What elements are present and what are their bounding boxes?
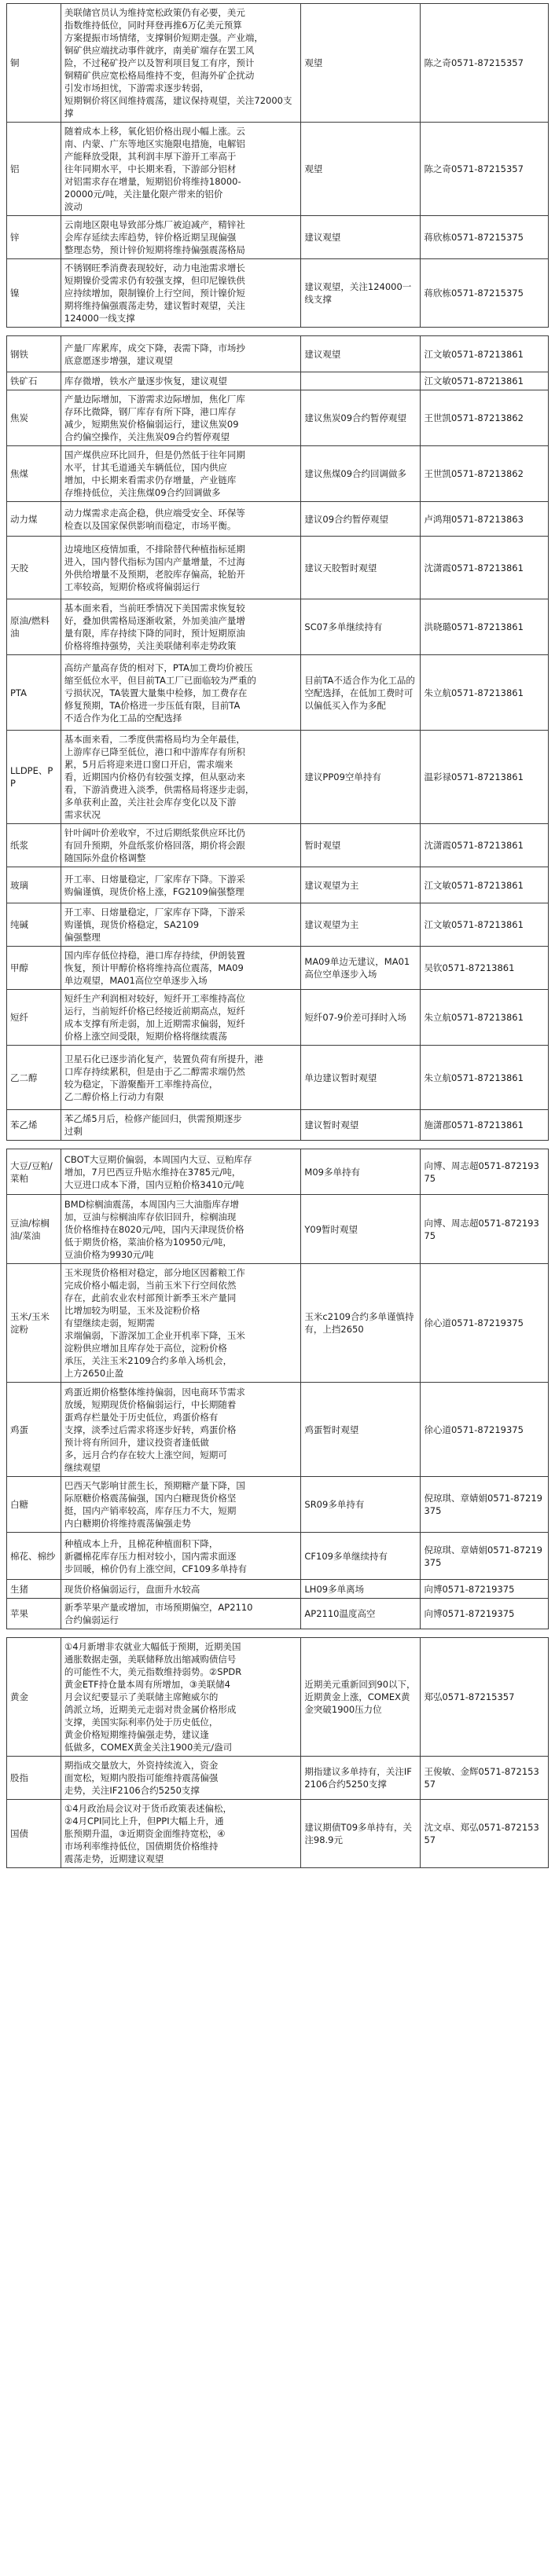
- analyst-contact: 温彩禄0571-87213861: [421, 731, 549, 824]
- market-view: [61, 903, 301, 947]
- market-view-line: 产量厂库累库，成交下降，表需下降，市场抄: [64, 342, 245, 354]
- market-view-line: 面宽松，短期内股指可能维持震荡偏强: [64, 1772, 219, 1783]
- commodity-row: [7, 655, 549, 731]
- market-view-line: 多单获利止盈，关注社会库存变化以及下游: [64, 797, 237, 808]
- commodity-table: [6, 1149, 549, 1629]
- market-view-line: 看，下游消费进入淡季，供需格局将逐步走弱，: [64, 784, 255, 795]
- market-view-line: 产量边际增加，下游需求边际增加，焦化厂库: [64, 394, 245, 405]
- analyst-contact: 徐心道0571-87219375: [421, 1264, 549, 1383]
- market-view-line: 乙二醇价格上行动力有限: [64, 1090, 164, 1102]
- commodity-row: [7, 502, 549, 537]
- commodity-table: [6, 1637, 549, 1868]
- market-view-line: 高纺产量高存货的相对下，PTA加工费均价被压: [64, 661, 253, 673]
- market-view-line: 底意愿逐步增强，建议观望: [64, 354, 173, 366]
- market-view: [61, 1800, 301, 1868]
- market-view-line: 低做多，COMEX黄金关注1900美元/盎司: [64, 1742, 233, 1753]
- market-view-line: 上游库存已降至低位，港口和中游库存有所积: [64, 746, 245, 757]
- market-view-line: 鸡蛋近期价格整体维持偏弱，因电商环节需求: [64, 1386, 245, 1398]
- commodity-name: 棉花、棉纱: [7, 1533, 61, 1580]
- market-view-line: 好，叠加供需格局逐渐收紧，外加美油产量增: [64, 615, 245, 626]
- strategy-suggestion: Y09暂时观望: [301, 1195, 421, 1264]
- market-view: [61, 1533, 301, 1580]
- market-view-line: CBOT大豆期价偏弱，本周国内大豆、豆粕库存: [64, 1153, 252, 1165]
- strategy-suggestion: 期指建议多单持有，关注IF2106合约5250支撑: [301, 1757, 421, 1800]
- market-view: [61, 867, 301, 903]
- commodity-row: [7, 1195, 549, 1264]
- market-view-line: 南、内蒙、广东等地区实施限电措施，电解铝: [64, 138, 245, 149]
- commodity-row: [7, 336, 549, 372]
- commodity-name: 钢铁: [7, 336, 61, 372]
- market-view: [61, 537, 301, 599]
- market-view-line: 单边观望，MA01高位空单逐步入场: [64, 975, 208, 986]
- market-view-line: 市场利率维持低位，国债期货价格维持: [64, 1841, 219, 1852]
- market-view-line: 存在，此前农业农村部预计新季玉米产量同: [64, 1292, 237, 1303]
- market-view-line: 放缓，短期现货价格偏弱运行，中长期随着: [64, 1398, 237, 1410]
- commodity-name: 短纤: [7, 990, 61, 1046]
- market-view-line: 上方2650止盈: [64, 1368, 124, 1379]
- market-view-line: 国产煤供应环比回升，但是仍然低于往年同期: [64, 449, 245, 460]
- commodity-name: 苹果: [7, 1599, 61, 1629]
- market-view-line: 开工率、日熔量稳定，厂家库存下降，下游采: [64, 907, 245, 918]
- commodity-name: 铁矿石: [7, 372, 61, 390]
- analyst-contact: 江文敏0571-87213861: [421, 903, 549, 947]
- market-view-line: 成本支撑有所走弱，加上近期需求偏弱，短纤: [64, 1018, 245, 1029]
- market-view-line: 基本面来看，二季度供需格局均为全年最佳，: [64, 734, 245, 745]
- strategy-suggestion: 建议09合约暂停观望: [301, 502, 421, 537]
- market-view-line: 外供给增量不及预期，老胶库存偏高，轮胎开: [64, 568, 245, 580]
- commodity-name: 焦炭: [7, 390, 61, 446]
- market-view: [61, 259, 301, 328]
- strategy-suggestion: 观望: [301, 123, 421, 216]
- market-view: [61, 372, 301, 390]
- commodity-row: [7, 1264, 549, 1383]
- market-view-line: 通胀数据走强，美联储释放出缩减购债信号: [64, 1654, 237, 1665]
- market-view-line: 不适合作为化工品的空配选择: [64, 712, 182, 724]
- analyst-contact: 倪琼琪、章婧娟0571-87219375: [421, 1477, 549, 1533]
- analyst-contact: 陈之奇0571-87215357: [421, 4, 549, 123]
- market-view-line: 现货价格偏弱运行，盘面升水较高: [64, 1583, 200, 1595]
- market-view: [61, 336, 301, 372]
- market-view-line: 玉米现货价格相对稳定，部分地区因蓄粮工作: [64, 1267, 245, 1278]
- market-view-line: 求端偏弱，下游深加工企业开机率下降，玉米: [64, 1330, 245, 1341]
- market-view-line: 预计将有所回升，建议投资者逢低做: [64, 1436, 209, 1448]
- commodity-name: 玻璃: [7, 867, 61, 903]
- analyst-contact: 向博0571-87219375: [421, 1599, 549, 1629]
- market-view: [61, 1149, 301, 1195]
- commodity-row: [7, 1383, 549, 1477]
- strategy-suggestion: SC07多单继续持有: [301, 599, 421, 655]
- market-view-line: 过剩: [64, 1126, 83, 1137]
- market-view-line: 引发市场担忧，下游需求逐步转弱，: [64, 82, 209, 93]
- commodity-row: [7, 123, 549, 216]
- analyst-contact: 朱立航0571-87213861: [421, 1046, 549, 1110]
- market-view: [61, 502, 301, 537]
- strategy-suggestion: SR09多单持有: [301, 1477, 421, 1533]
- market-view-line: 运行，当前短纤价格已经接近前期高点，短纤: [64, 1006, 245, 1017]
- commodity-name: PTA: [7, 655, 61, 731]
- market-view: [61, 599, 301, 655]
- market-view-line: 际原糖价格震荡偏强，国内白糖现货价格坚: [64, 1493, 237, 1504]
- analyst-contact: 王俊敏、金辉0571-87215357: [421, 1757, 549, 1800]
- analyst-contact: 沈潇霞0571-87213861: [421, 537, 549, 599]
- market-view-line: ②4月CPI同比上升，但PPI大幅上升，通: [64, 1816, 224, 1827]
- market-view-line: 开工率、日熔量稳定，厂家库存下降。下游采: [64, 873, 245, 885]
- market-view-line: 产能释放受限，其利润丰厚下游开工率高于: [64, 151, 237, 162]
- market-view: [61, 1757, 301, 1800]
- market-view-line: ①4月政治局会议对于货币政策表述偏松，: [64, 1803, 233, 1814]
- market-view-line: BMD棕榈油震荡，本周国内三大油脂库存增: [64, 1198, 240, 1210]
- analyst-contact: 倪琼琪、章婧娟0571-87219375: [421, 1533, 549, 1580]
- strategy-suggestion: LH09多单离场: [301, 1580, 421, 1599]
- market-view-line: 有望继续走弱，短期需: [64, 1317, 155, 1328]
- strategy-suggestion: 短纤07-9价差可择时入场: [301, 990, 421, 1046]
- section-gap: [0, 328, 555, 335]
- commodity-name: 鸡蛋: [7, 1383, 61, 1477]
- market-view-line: 险，不过秘矿投产以及智利项目复工有序，预计: [64, 57, 255, 68]
- market-view-line: 增加，中长期来看需求仍存增量，产业链库: [64, 475, 237, 486]
- market-view-line: 针叶阔叶价差收窄，不过后期纸浆供应环比仍: [64, 827, 245, 838]
- section-gap: [0, 1141, 555, 1149]
- market-view-line: 有回升预期，外盘纸浆价格回落，期价将会跟: [64, 840, 245, 851]
- commodity-row: [7, 259, 549, 328]
- commodity-name: 生猪: [7, 1580, 61, 1599]
- strategy-suggestion: 鸡蛋暂时观望: [301, 1383, 421, 1477]
- market-view-line: 购谨慎，现货价格稳定，SA2109: [64, 919, 200, 930]
- market-view-line: 需求状况: [64, 809, 101, 820]
- analyst-contact: 向博、周志超0571-87219375: [421, 1195, 549, 1264]
- market-view-line: 指数维持低位，同时拜登再推6万亿美元预算: [64, 20, 242, 31]
- analyst-contact: 蒋欣栋0571-87215375: [421, 259, 549, 328]
- commodity-name: LLDPE、PP: [7, 731, 61, 824]
- market-view: [61, 1046, 301, 1110]
- market-view-line: 整理态势，预计锌价短期将维持偏强震荡格局: [64, 244, 245, 255]
- commodity-row: [7, 537, 549, 599]
- market-view-line: 豆油价格为9930元/吨: [64, 1248, 154, 1260]
- commodity-row: [7, 947, 549, 990]
- market-view-line: 新季苹果产量或增加，市场预期偏空，AP2110: [64, 1602, 253, 1613]
- analyst-contact: 洪晓璐0571-87213861: [421, 599, 549, 655]
- commodity-row: [7, 1638, 549, 1757]
- market-view-line: 边境地区疫情加重，不排除替代种植指标延期: [64, 543, 245, 555]
- market-view-line: 挺，国内产销率较高，库存压力不大，短期: [64, 1505, 237, 1516]
- commodity-name: 铝: [7, 123, 61, 216]
- market-view: [61, 947, 301, 990]
- market-view-line: 加，豆油与棕榈油库存依旧回升，棕榈油现: [64, 1211, 237, 1222]
- analyst-contact: 施潇郡0571-87213861: [421, 1110, 549, 1141]
- strategy-suggestion: 建议观望: [301, 336, 421, 372]
- market-view: [61, 123, 301, 216]
- analyst-contact: 朱立航0571-87213861: [421, 655, 549, 731]
- market-view: [61, 1599, 301, 1629]
- market-view-line: 较为稳定，下游聚酯开工率维持高位，: [64, 1078, 219, 1090]
- market-view-line: 增加，7月巴西豆升贴水维持在3785元/吨，: [64, 1166, 241, 1178]
- market-view-line: 铜精矿供应宽松格局维持不变，但海外矿企扰动: [64, 70, 255, 81]
- market-view-line: 短期铜价将区间维持震荡，建议保持观望，关注72000支撑: [64, 95, 292, 119]
- market-view-line: 新疆棉花库存压力相对较小，国内需求面逐: [64, 1550, 237, 1562]
- strategy-suggestion: CF109多单继续持有: [301, 1533, 421, 1580]
- analyst-contact: 江文敏0571-87213861: [421, 372, 549, 390]
- market-view-line: 购偏谨慎，现货价格上涨，FG2109偏强整理: [64, 885, 244, 897]
- market-view-line: 124000一线支撑: [64, 313, 135, 324]
- commodity-name: 纯碱: [7, 903, 61, 947]
- market-view-line: 继续观望: [64, 1461, 101, 1473]
- commodity-row: [7, 1800, 549, 1868]
- market-view: [61, 655, 301, 731]
- commodity-row: [7, 1477, 549, 1533]
- market-view-line: 随着成本上移，氧化铝价格出现小幅上涨。云: [64, 126, 245, 137]
- market-view: [61, 1477, 301, 1533]
- market-view-line: 口库存持续累积，但是由于乙二醇需求端仍然: [64, 1065, 245, 1077]
- market-view-line: 大豆进口成本下滑，国内豆粕价格3410元/吨: [64, 1178, 244, 1190]
- market-view-line: 往年同期水平，中长期来看，下游部分铝材: [64, 163, 237, 174]
- market-view-line: 库存微增，铁水产量逐步恢复，建议观望: [64, 376, 227, 387]
- analyst-contact: 朱立航0571-87213861: [421, 990, 549, 1046]
- commodity-name: 黄金: [7, 1638, 61, 1757]
- commodity-name: 玉米/玉米淀粉: [7, 1264, 61, 1383]
- market-view-line: 巴西天气影响甘蔗生长，预期糖产量下降，国: [64, 1480, 245, 1491]
- market-view-line: 波动: [64, 201, 83, 212]
- market-view: [61, 216, 301, 259]
- commodity-row: [7, 4, 549, 123]
- market-view-line: 对铝需求存在增量，短期铝价将维持18000-: [64, 176, 241, 187]
- commodity-row: [7, 824, 549, 867]
- market-view-line: 会库存延续去库趋势，锌价格近期呈现偏强: [64, 232, 237, 243]
- market-view: [61, 824, 301, 867]
- commodity-name: 动力煤: [7, 502, 61, 537]
- analyst-contact: 蒋欣栋0571-87215375: [421, 216, 549, 259]
- market-view-line: 比增加较为明显，玉米及淀粉价格: [64, 1305, 200, 1316]
- commodity-row: [7, 216, 549, 259]
- analyst-contact: 王世凯0571-87213862: [421, 390, 549, 446]
- market-view-line: 基本面来看，当前旺季情况下美国需求恢复较: [64, 603, 245, 614]
- market-view-line: 存环比微降，钢厂库存有所下降，港口库存: [64, 406, 237, 417]
- market-view-line: 多，远月合约存在较大上涨空间，短期可: [64, 1449, 227, 1460]
- commodity-name: 镍: [7, 259, 61, 328]
- market-view-line: 方案提振市场情绪，支撑铜价短期走强。产业端，: [64, 32, 263, 43]
- strategy-suggestion: 目前TA不适合作为化工品的空配选择，在低加工费时可以偏低买入作为多配: [301, 655, 421, 731]
- market-view-line: 进入，国内替代指标为国内产量增量，不过海: [64, 555, 245, 567]
- market-view-line: 修复预期，TA价格进一步压低有限，目前TA: [64, 699, 241, 711]
- market-view-line: 亏损状况，TA装置大量集中检修，加工费存在: [64, 687, 248, 698]
- market-view-line: 短纤生产利润相对较好，短纤开工率维持高位: [64, 993, 245, 1004]
- commodity-row: [7, 903, 549, 947]
- market-view-line: 减少，短期焦炭价格偏弱运行，建议焦炭09: [64, 419, 239, 430]
- commodity-name: 乙二醇: [7, 1046, 61, 1110]
- analyst-contact: 徐心道0571-87219375: [421, 1383, 549, 1477]
- market-view-line: 期将维持偏强震荡走势，建议暂时观望，关注: [64, 300, 245, 311]
- commodity-row: [7, 731, 549, 824]
- commodity-row: [7, 1599, 549, 1629]
- strategy-suggestion: MA09单边无建议，MA01高位空单逐步入场: [301, 947, 421, 990]
- commodity-row: [7, 599, 549, 655]
- market-view-line: 铜矿供应端扰动事件就序，南美矿端存在罢工风: [64, 45, 255, 56]
- market-view-line: 卫星石化已逐步消化复产，装置负荷有所提升，港: [64, 1053, 263, 1064]
- market-view-line: 苯乙烯5月后，检修产能回归，供需预期逐步: [64, 1113, 242, 1124]
- commodity-row: [7, 867, 549, 903]
- market-view-line: 价格上涨空间受限，短期价格将继续震荡: [64, 1031, 227, 1042]
- market-view-line: 支撑，美国实际利率仍处于历史低位，: [64, 1717, 219, 1728]
- commodity-table: [6, 335, 549, 1141]
- market-view-line: 货价格维持在8020元/吨，国内天津现货价格: [64, 1223, 244, 1235]
- market-view-line: 看，近期国内价格仍有较强支撑，但从驱动来: [64, 771, 245, 782]
- market-view-line: ①4月新增非农就业大幅低于预期，近期美国: [64, 1641, 241, 1652]
- market-view-line: 黄金ETF持仓量本周有所增加，③美联储4: [64, 1679, 230, 1690]
- commodity-row: [7, 446, 549, 502]
- commodity-name: 焦煤: [7, 446, 61, 502]
- commodity-row: [7, 1580, 549, 1599]
- market-view: [61, 390, 301, 446]
- market-view-line: 蛋鸡存栏量处于历史低位，鸡蛋价格有: [64, 1411, 219, 1423]
- market-view-line: 工率较高，短期价格或将偏弱运行: [64, 581, 200, 592]
- market-view-line: 走势，关注IF2106合约5250支撑: [64, 1785, 200, 1796]
- strategy-suggestion: 建议暂时观望: [301, 1110, 421, 1141]
- market-view-line: 应持续增加，限制镍价上行空间，预计镍价短: [64, 288, 245, 299]
- market-view-line: 震荡走势，近期建议观望: [64, 1853, 164, 1864]
- market-view-line: 价格将维持强势，关注美联储利率走势政策: [64, 640, 237, 651]
- market-view: [61, 1195, 301, 1264]
- market-view-line: 缩至低位水平，但目前TA工厂已面临较为严重的: [64, 674, 256, 686]
- commodity-name: 铜: [7, 4, 61, 123]
- strategy-suggestion: 观望: [301, 4, 421, 123]
- market-view-line: 的可能性不大，美元指数维持弱势。②SPDR: [64, 1666, 242, 1677]
- strategy-suggestion: 建议观望为主: [301, 903, 421, 947]
- strategy-suggestion: 建议观望为主: [301, 867, 421, 903]
- strategy-suggestion: 单边建议暂时观望: [301, 1046, 421, 1110]
- strategy-suggestion: M09多单持有: [301, 1149, 421, 1195]
- analyst-contact: 江文敏0571-87213861: [421, 867, 549, 903]
- analyst-contact: 江文敏0571-87213861: [421, 336, 549, 372]
- analyst-contact: 吴钦0571-87213861: [421, 947, 549, 990]
- analyst-contact: 卢鸿翔0571-87213863: [421, 502, 549, 537]
- market-view-line: 完成价格小幅走弱，当前玉米下行空间依然: [64, 1280, 237, 1291]
- commodity-row: [7, 1110, 549, 1141]
- section-gap: [0, 1629, 555, 1637]
- commodity-row: [7, 372, 549, 390]
- strategy-suggestion: 建议焦煤09合约回调做多: [301, 446, 421, 502]
- commodity-name: 大豆/豆粕/菜粕: [7, 1149, 61, 1195]
- commodity-name: 天胶: [7, 537, 61, 599]
- market-view: [61, 1383, 301, 1477]
- market-view-line: 合约偏弱运行: [64, 1614, 119, 1625]
- market-view: [61, 1110, 301, 1141]
- commodity-name: 豆油/棕榈油/菜油: [7, 1195, 61, 1264]
- market-view-line: 步回暖，棉价仍有上涨空间，CF109多单持有: [64, 1563, 247, 1574]
- commodity-name: 股指: [7, 1757, 61, 1800]
- commodity-name: 纸浆: [7, 824, 61, 867]
- commodity-row: [7, 1533, 549, 1580]
- market-view-line: 随国际外盘价格调整: [64, 852, 146, 863]
- market-view-line: 偏强整理: [64, 932, 101, 943]
- market-view-line: 存维持低位，关注焦煤09合约回调做多: [64, 487, 221, 498]
- market-view-line: 不锈钢旺季消费表现较好，动力电池需求增长: [64, 262, 245, 273]
- strategy-suggestion: 暂时观望: [301, 824, 421, 867]
- market-view-line: 动力煤需求走高企稳，供应端受安全、环保等: [64, 507, 245, 518]
- market-view-line: 承压，关注玉米2109合约多单入场机会，: [64, 1355, 233, 1366]
- strategy-suggestion: 建议观望，关注124000一线支撑: [301, 259, 421, 328]
- analyst-contact: 沈文卓、郑弘0571-87215357: [421, 1800, 549, 1868]
- analyst-contact: 王世凯0571-87213862: [421, 446, 549, 502]
- market-view: [61, 1264, 301, 1383]
- strategy-suggestion: [301, 372, 421, 390]
- market-view: [61, 1580, 301, 1599]
- market-view-line: 支撑，淡季过后需求将逐步好转，鸡蛋价格: [64, 1424, 237, 1435]
- market-view-line: 淀粉供应增加且库存处于高位，淀粉价格: [64, 1343, 227, 1354]
- market-view-line: 期指成交量放大，外资持续流入，资金: [64, 1760, 219, 1771]
- market-view-line: 水平，甘其毛道通关车辆低位，国内供应: [64, 462, 227, 473]
- strategy-suggestion: 近期美元重新回到90以下，近期黄金上涨，COMEX黄金突破1900压力位: [301, 1638, 421, 1757]
- market-view-line: 鸽派立场，近期美元走弱对贵金属价格形成: [64, 1704, 237, 1715]
- market-view-line: 美联储官员认为维持宽松政策仍有必要，美元: [64, 7, 245, 18]
- commodity-table: [6, 3, 549, 328]
- commodity-row: [7, 390, 549, 446]
- strategy-suggestion: AP2110温度高空: [301, 1599, 421, 1629]
- market-view-line: 恢复，预计甲醇价格将维持高位震荡，MA09: [64, 962, 244, 973]
- market-view-line: 检查以及国家保供影响而稳定，市场平衡。: [64, 519, 237, 531]
- market-view-line: 短期镍价受需求仍有较强支撑，但印尼镍铁供: [64, 275, 245, 286]
- commodity-name: 原油/燃料油: [7, 599, 61, 655]
- strategy-suggestion: 建议天胶暂时观望: [301, 537, 421, 599]
- commodity-row: [7, 1149, 549, 1195]
- strategy-suggestion: 玉米c2109合约多单谨慎持有，上挡2650: [301, 1264, 421, 1383]
- commodity-name: 甲醇: [7, 947, 61, 990]
- strategy-suggestion: 建议观望: [301, 216, 421, 259]
- market-view: [61, 4, 301, 123]
- market-view-line: 种植成本上升，且棉花种植面积下降，: [64, 1537, 219, 1549]
- strategy-suggestion: 建议期债T09多单持有，关注98.9元: [301, 1800, 421, 1868]
- market-view-line: 20000元/吨，关注量化限产带来的铝价: [64, 189, 223, 200]
- market-view: [61, 1638, 301, 1757]
- commodity-name: 锌: [7, 216, 61, 259]
- commodity-name: 国债: [7, 1800, 61, 1868]
- market-view: [61, 990, 301, 1046]
- market-view-line: 低于期货价格，菜油价格为10950元/吨，: [64, 1236, 232, 1248]
- market-view-line: 胀预期升温，③近期资金面维持宽松，④: [64, 1828, 226, 1839]
- market-view: [61, 446, 301, 502]
- analyst-contact: 陈之奇0571-87215357: [421, 123, 549, 216]
- strategy-suggestion: 建议PP09空单持有: [301, 731, 421, 824]
- commodity-name: 白糖: [7, 1477, 61, 1533]
- market-view-line: 累，5月后将迎来进口窗口开启，需求端来: [64, 759, 233, 770]
- strategy-suggestion: 建议焦炭09合约暂停观望: [301, 390, 421, 446]
- commodity-row: [7, 990, 549, 1046]
- market-view-line: 国内库存低位持稳，港口库存持续，伊朗装置: [64, 950, 245, 961]
- analyst-contact: 向博0571-87219375: [421, 1580, 549, 1599]
- analyst-contact: 郑弘0571-87215357: [421, 1638, 549, 1757]
- market-view-line: 云南地区限电导致部分炼厂被迫减产，精锌社: [64, 219, 245, 230]
- market-view: [61, 731, 301, 824]
- analyst-contact: 向博、周志超0571-87219375: [421, 1149, 549, 1195]
- commodity-name: 苯乙烯: [7, 1110, 61, 1141]
- market-view-line: 合约偏空操作，关注焦炭09合约暂停观望: [64, 431, 230, 442]
- market-view-line: 月会议纪要显示了美联储主席鲍威尔的: [64, 1691, 219, 1702]
- commodity-row: [7, 1046, 549, 1110]
- market-view-line: 黄金价格短期维持偏强走势，建议逢: [64, 1729, 209, 1740]
- market-view-line: 内白糖期价将维持震荡偏强走势: [64, 1518, 191, 1529]
- commodity-row: [7, 1757, 549, 1800]
- market-view-line: 量有限，库存持续下降的同时，预计短期原油: [64, 628, 245, 639]
- analyst-contact: 沈潇霞0571-87213861: [421, 824, 549, 867]
